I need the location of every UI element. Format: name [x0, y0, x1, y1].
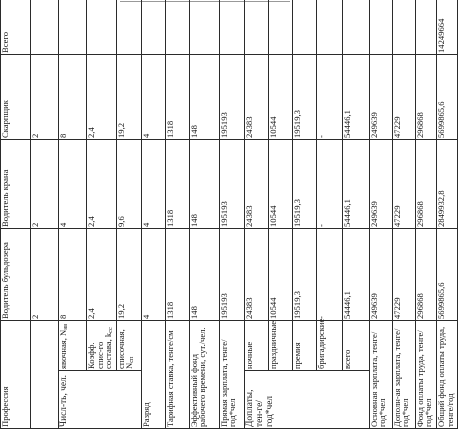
empty-cell: [141, 0, 165, 54]
value-cell: [268, 139, 292, 228]
table-row: [141, 0, 165, 429]
row-label: [165, 320, 189, 428]
value-cell-text: 1318: [164, 120, 175, 138]
empty-cell: [87, 0, 117, 54]
value-cell: [415, 139, 436, 228]
value-cell: [141, 228, 165, 320]
value-cell-text: 148: [188, 306, 199, 319]
total-label: [1, 0, 31, 54]
value-cell-text: 19519,3: [291, 291, 302, 319]
value-cell-text: 5699865,6: [435, 282, 446, 319]
empty-cell: [59, 0, 87, 54]
value-cell-text: 10544: [267, 205, 278, 227]
value-cell: [141, 54, 165, 139]
value-cell: [392, 54, 415, 139]
profession-header: [1, 228, 31, 320]
row-label-text: Прямая зарплата, тенге/год*чел: [218, 339, 238, 427]
value-cell-text: 2: [30, 133, 40, 138]
row-label-text: Эффективный фонд рабочего времени, сут./чел.: [188, 327, 208, 427]
value-cell-text: 9,6: [115, 216, 126, 227]
value-cell: [436, 228, 457, 320]
value-cell-text: 249639: [368, 112, 379, 138]
row-label: [436, 320, 457, 428]
value-cell-text: 2,4: [86, 127, 96, 138]
empty-cell: [116, 0, 141, 54]
row-label-subscript: сп: [128, 356, 136, 363]
row-label: [392, 320, 415, 428]
value-cell-text: 4: [58, 222, 68, 227]
group-header-staff: [59, 371, 142, 429]
table-row: [165, 0, 189, 429]
value-cell-text: 2,4: [86, 216, 96, 227]
table-row: [268, 0, 292, 429]
value-cell: [59, 54, 87, 139]
value-cell-text: 148: [188, 125, 199, 138]
value-cell: [415, 54, 436, 139]
value-cell-text: 5699865,6: [435, 101, 446, 138]
table-row: [342, 0, 369, 429]
row-label: [342, 320, 369, 370]
value-cell-text: -: [315, 135, 326, 138]
value-cell: [189, 139, 219, 228]
value-cell: [436, 139, 457, 228]
value-cell-text: 54446,1: [341, 199, 352, 227]
value-cell-text: 1318: [164, 301, 175, 319]
value-cell: [31, 228, 59, 320]
value-cell: [189, 54, 219, 139]
value-cell: [369, 139, 392, 228]
value-cell-text: 195193: [218, 201, 229, 227]
row-label-subscript: яв: [62, 323, 69, 330]
value-cell-text: 10544: [267, 297, 278, 319]
row-label-text: премия: [291, 342, 302, 369]
value-cell-text: 2: [30, 222, 40, 227]
value-cell: [268, 228, 292, 320]
table-row: [316, 0, 342, 429]
value-cell-text: 4: [140, 222, 151, 227]
total-value-text: 14249664: [435, 18, 446, 53]
value-cell: [392, 139, 415, 228]
row-label-text: Дополн-ая зарплата, тенге/год*чел: [391, 328, 411, 427]
profession-header-text: Водитель бульдозера: [0, 242, 10, 319]
profession-header: [1, 139, 31, 228]
value-cell-text: 4: [140, 314, 151, 319]
value-cell: [219, 139, 244, 228]
value-cell: [189, 228, 219, 320]
row-label-text: бригадирские: [315, 318, 326, 369]
value-cell-text: 47229: [391, 205, 402, 227]
empty-cell: [392, 0, 415, 54]
value-cell-text: 24383: [243, 116, 254, 138]
value-cell-text: 19,2: [115, 122, 126, 138]
table-row: [244, 0, 268, 429]
row-label: [268, 320, 292, 370]
value-cell-text: 8: [58, 133, 68, 138]
row-label: [116, 320, 141, 370]
value-cell: [87, 139, 117, 228]
value-cell: [165, 228, 189, 320]
corner-header: [1, 320, 31, 428]
value-cell: [316, 228, 342, 320]
table-row: [292, 0, 316, 429]
value-cell-text: 24383: [243, 205, 254, 227]
value-cell-text: 19,2: [115, 303, 126, 319]
empty-cell: [244, 0, 268, 54]
value-cell: [342, 54, 369, 139]
value-cell: [219, 54, 244, 139]
value-cell-text: 195193: [218, 112, 229, 138]
row-label-text: Разряд: [140, 402, 151, 427]
value-cell: [244, 54, 268, 139]
empty-cell: [165, 0, 189, 54]
value-cell-text: 148: [188, 214, 199, 227]
value-cell: [316, 139, 342, 228]
empty-cell: [292, 0, 316, 54]
table-row: [436, 0, 457, 429]
value-cell: [31, 139, 59, 228]
table-row: [31, 0, 59, 429]
empty-cell: [369, 0, 392, 54]
value-cell-text: 24383: [243, 297, 254, 319]
row-label: [87, 320, 117, 370]
value-cell-text: 54446,1: [341, 291, 352, 319]
total-label-text: Всего: [0, 31, 10, 53]
value-cell: [59, 228, 87, 320]
value-cell-text: 296868: [414, 112, 425, 138]
value-cell: [165, 54, 189, 139]
value-cell: [244, 139, 268, 228]
total-value: [436, 0, 457, 54]
value-cell: [342, 139, 369, 228]
row-label-text: всего: [341, 349, 352, 369]
row-label: [59, 320, 87, 370]
table-row: [59, 0, 87, 429]
row-label-text: Основная зарплата, тенге/год*чел: [368, 331, 388, 427]
value-cell: [141, 139, 165, 228]
value-cell-text: 2: [30, 314, 40, 319]
row-label: [31, 320, 59, 428]
value-cell: [316, 54, 342, 139]
value-cell-text: 2849932,8: [435, 190, 446, 227]
row-label-text: списочная, N: [115, 329, 135, 369]
row-label: [244, 320, 268, 370]
salary-table-body: [1, 0, 458, 429]
value-cell: [219, 228, 244, 320]
value-cell-text: 47229: [391, 116, 402, 138]
table-row: [189, 0, 219, 429]
value-cell-text: 4: [140, 133, 151, 138]
value-cell-text: 2,4: [86, 308, 96, 319]
value-cell-text: 296868: [414, 201, 425, 227]
row-label-text: явочная, N: [58, 329, 68, 369]
row-label: [189, 320, 219, 428]
profession-header: [1, 54, 31, 139]
value-cell: [87, 54, 117, 139]
value-cell: [31, 54, 59, 139]
value-cell: [292, 228, 316, 320]
table-row: [415, 0, 436, 429]
row-label-text: ночные: [243, 341, 254, 369]
row-label: [415, 320, 436, 428]
table-row: [87, 0, 117, 429]
row-label-subscript: сс: [107, 327, 115, 333]
value-cell: [244, 228, 268, 320]
table-row: [369, 0, 392, 429]
row-label: [219, 320, 244, 428]
value-cell: [116, 139, 141, 228]
value-cell-text: 1318: [164, 209, 175, 227]
value-cell-text: 249639: [368, 201, 379, 227]
group-header-bonus: [244, 371, 369, 429]
empty-cell: [415, 0, 436, 54]
value-cell: [392, 228, 415, 320]
value-cell: [369, 54, 392, 139]
group-header-bonus-text: Доплаты, тен-ге/год*чел: [244, 389, 275, 427]
empty-cell: [189, 0, 219, 54]
value-cell-text: -: [315, 224, 326, 227]
value-cell-text: 19519,3: [291, 199, 302, 227]
row-label-text: праздничные: [267, 320, 278, 369]
group-header-staff-text: Числ-ть, чел.: [59, 374, 69, 427]
value-cell: [342, 228, 369, 320]
value-cell: [116, 228, 141, 320]
empty-cell: [316, 0, 342, 54]
value-cell: [59, 139, 87, 228]
value-cell-text: 8: [58, 314, 68, 319]
value-cell: [436, 54, 457, 139]
row-label-text: Общий фонд оплаты труда, тенге/год: [435, 326, 455, 427]
value-cell-text: 195193: [218, 293, 229, 319]
value-cell-text: 19519,3: [291, 110, 302, 138]
value-cell: [87, 228, 117, 320]
value-cell-text: 54446,1: [341, 110, 352, 138]
value-cell-text: 249639: [368, 293, 379, 319]
empty-cell: [31, 0, 59, 54]
row-label: [316, 320, 342, 370]
corner-header-text: Профессия: [0, 386, 10, 427]
value-cell: [268, 54, 292, 139]
value-cell: [165, 139, 189, 228]
row-label-text: Коэфф. спис-го состава, k: [86, 332, 114, 369]
value-cell: [292, 139, 316, 228]
profession-header-text: Водитель крана: [0, 169, 10, 227]
row-label: [292, 320, 316, 370]
empty-cell: [342, 0, 369, 54]
value-cell-text: 47229: [391, 297, 402, 319]
value-cell-text: 296868: [414, 293, 425, 319]
empty-cell: [268, 0, 292, 54]
table-row: [116, 0, 141, 429]
empty-cell: [219, 0, 244, 54]
row-label-text: Фонд оплаты труда, тенге/год*чел: [414, 330, 434, 427]
value-cell: [292, 54, 316, 139]
table-row: [392, 0, 415, 429]
value-cell: [369, 228, 392, 320]
row-label: [369, 320, 392, 428]
value-cell-text: -: [315, 316, 326, 319]
header-row: [1, 0, 31, 429]
profession-header-text: Скарпщик: [0, 100, 10, 138]
value-cell: [415, 228, 436, 320]
row-label-text: Тарифная ставка, тенге/см: [164, 330, 175, 427]
row-label: [141, 320, 165, 428]
value-cell: [116, 54, 141, 139]
table-row: [219, 0, 244, 429]
value-cell-text: 10544: [267, 116, 278, 138]
